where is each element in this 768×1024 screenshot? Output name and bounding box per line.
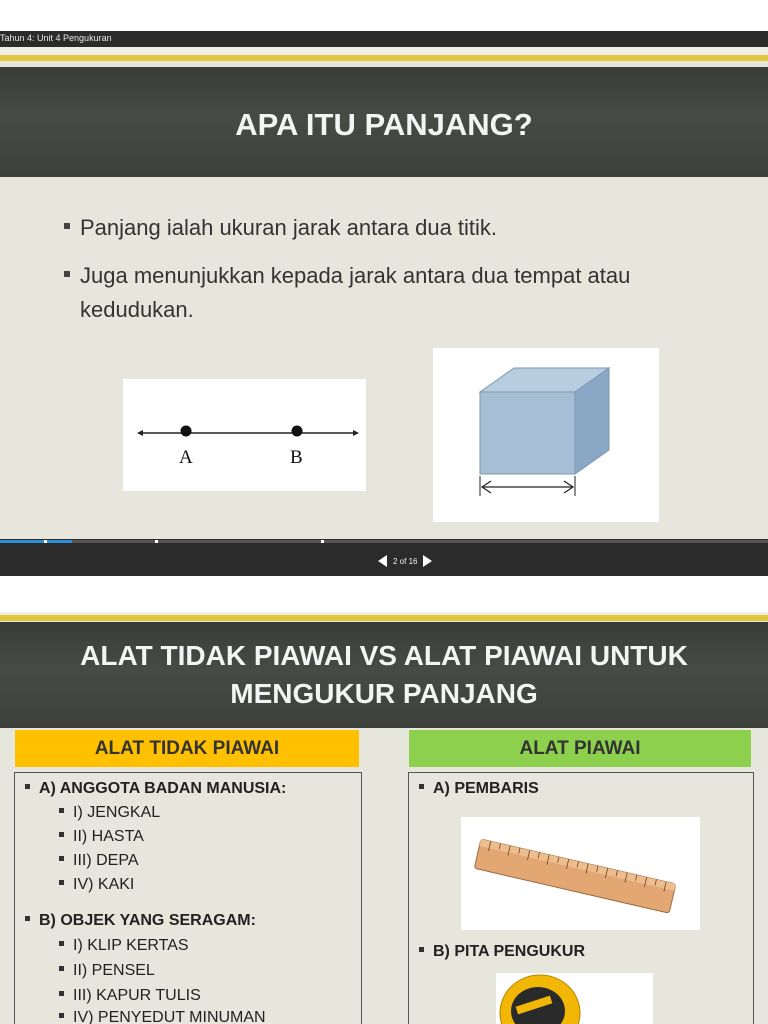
slide-header: [0, 67, 768, 177]
group-a-heading: A) ANGGOTA BADAN MANUSIA:: [25, 780, 286, 798]
bullet-2-continued: kedudukan.: [80, 297, 194, 322]
next-page-icon[interactable]: [423, 555, 432, 567]
list-item: I) JENGKAL: [59, 804, 160, 822]
bullet-1: Panjang ialah ukuran jarak antara dua titik.: [64, 211, 497, 245]
tape-measure-image: [496, 973, 653, 1024]
list-item: III) DEPA: [59, 852, 139, 870]
point-b: [292, 426, 303, 437]
slide-title: APA ITU PANJANG?: [235, 107, 533, 142]
cube-diagram: [433, 348, 659, 522]
item-a-heading: A) PEMBARIS: [419, 780, 539, 798]
slide-2: [0, 612, 768, 1024]
viewer-title: Tahun 4: Unit 4 Pengukuran: [0, 33, 112, 43]
line-segment-diagram: [123, 379, 366, 491]
pager: [378, 554, 432, 568]
list-item: IV) PENYEDUT MINUMAN: [59, 1009, 266, 1024]
bullet-2: Juga menunjukkan kepada jarak antara dua tempat atau: [64, 259, 630, 293]
slide-2-header: [0, 622, 768, 728]
tape-measure-icon: [496, 973, 653, 1024]
point-a: [181, 426, 192, 437]
right-column-box: [408, 772, 754, 1024]
slide-2-title-line-2: MENGUKUR PANJANG: [230, 678, 538, 709]
group-b-heading: B) OBJEK YANG SERAGAM:: [25, 912, 256, 930]
right-column-header: ALAT PIAWAI: [409, 730, 751, 767]
gold-rule-2: [0, 615, 768, 621]
left-column-box: [14, 772, 362, 1024]
page-indicator: 2 of 16: [393, 556, 418, 566]
list-item: I) KLIP KERTAS: [59, 937, 189, 955]
ruler-icon: [461, 817, 700, 930]
ruler-image: [461, 817, 700, 930]
slide-1: [0, 47, 768, 539]
slide-2-title-line-1: ALAT TIDAK PIAWAI VS ALAT PIAWAI UNTUK: [80, 640, 688, 671]
cube-image: [433, 348, 659, 522]
viewer-titlebar: [0, 31, 768, 47]
gold-rule: [0, 55, 768, 61]
progress-fill: [0, 540, 72, 543]
list-item: II) HASTA: [59, 828, 144, 846]
line-segment-image: [123, 379, 366, 491]
point-b-label: B: [290, 447, 303, 468]
point-a-label: A: [179, 447, 193, 468]
list-item: II) PENSEL: [59, 962, 155, 980]
item-b-heading: B) PITA PENGUKUR: [419, 943, 585, 961]
list-item: III) KAPUR TULIS: [59, 987, 201, 1005]
list-item: IV) KAKI: [59, 876, 134, 894]
progress-track[interactable]: [0, 540, 768, 543]
previous-page-icon[interactable]: [378, 555, 387, 567]
left-column-header: ALAT TIDAK PIAWAI: [15, 730, 359, 767]
